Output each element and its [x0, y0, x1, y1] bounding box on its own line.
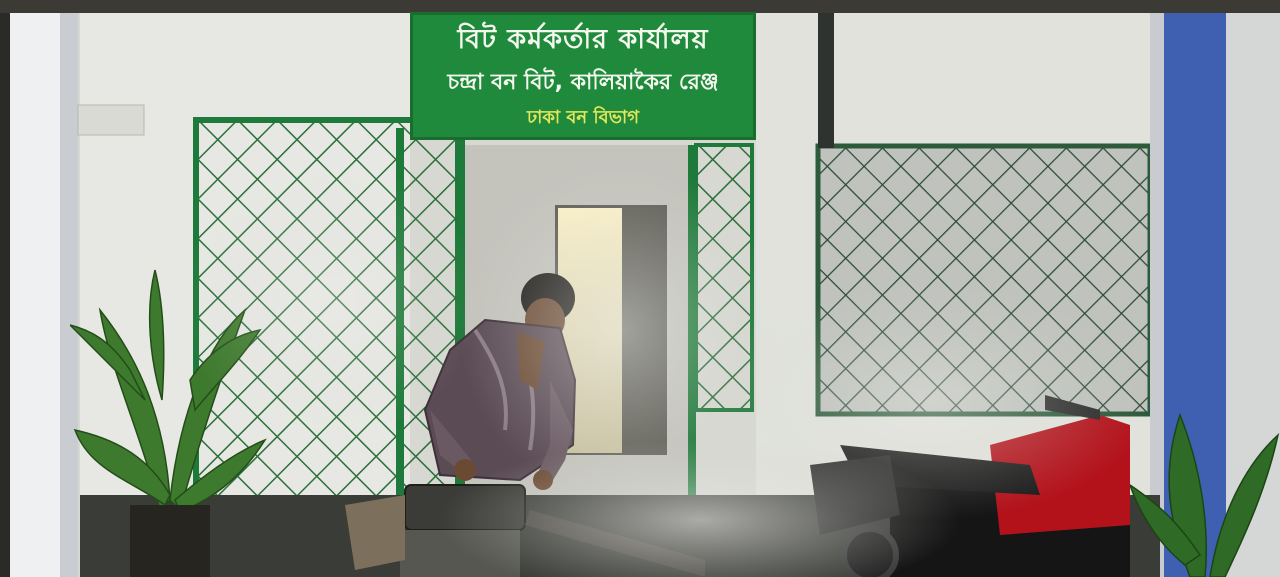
sign-subtitle: চন্দ্রা বন বিট, কালিয়াকৈর রেঞ্জ	[447, 70, 719, 95]
office-sign-board	[410, 12, 756, 140]
sign-title: বিট কর্মকর্তার কার্যালয়	[457, 24, 709, 55]
sign-department: ঢাকা বন বিভাগ	[526, 107, 640, 128]
